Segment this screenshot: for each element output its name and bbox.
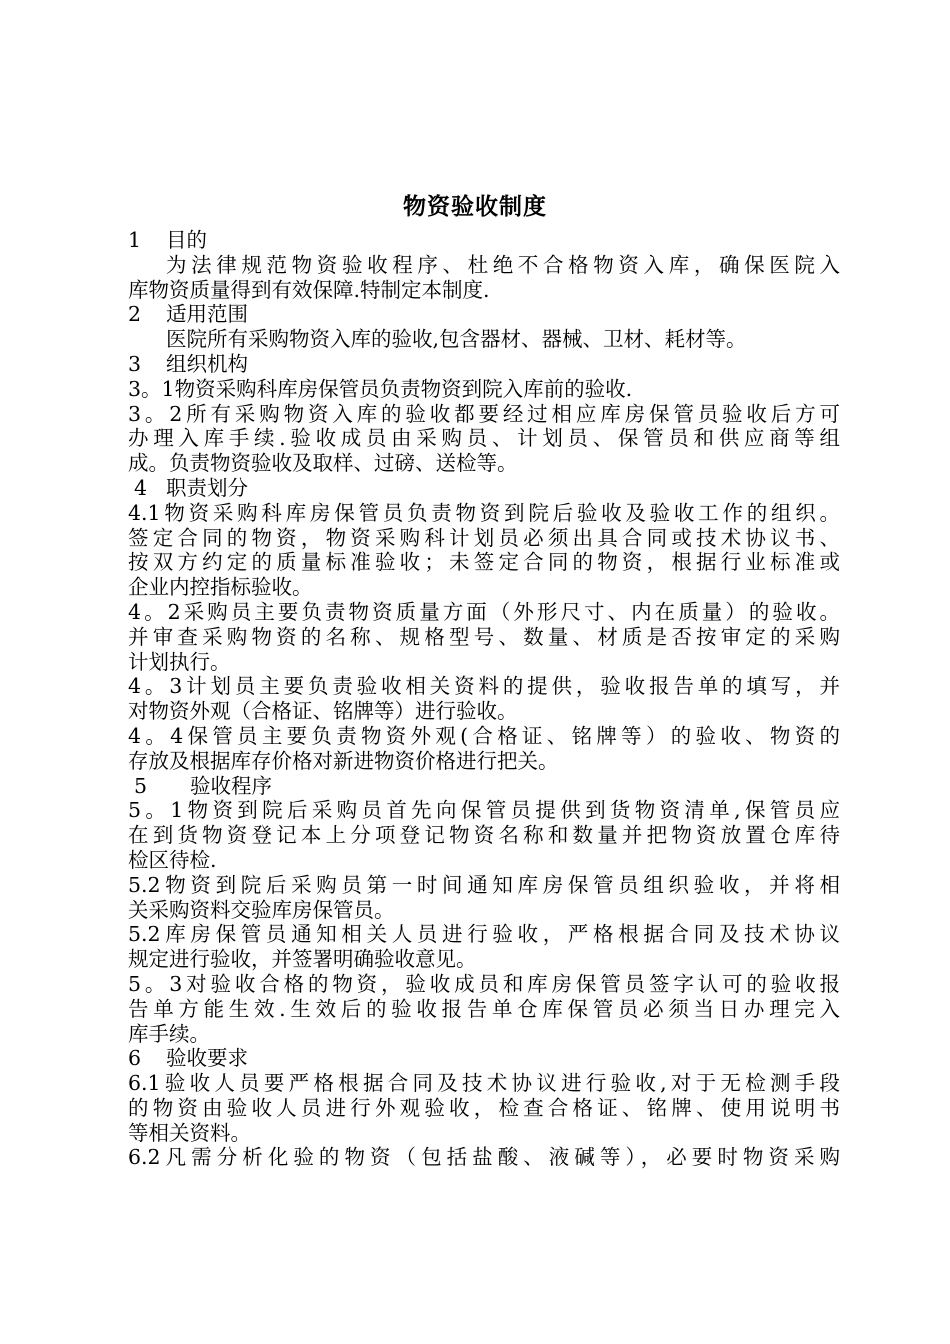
paragraph-line: 医院所有采购物资入库的验收,包含器材、器械、卫材、耗材等。 — [166, 327, 747, 352]
section-heading-6: 6 验收要求 — [128, 1046, 248, 1071]
paragraph-line: 签定合同的物资，物资采购科计划员必须出具合同或技术协议书、 — [128, 525, 840, 550]
paragraph-line: 5.2库房保管员通知相关人员进行验收，严格根据合同及技术协议 — [128, 922, 840, 947]
paragraph-line: 库手续。 — [128, 1021, 210, 1046]
paragraph-line: 6.2凡需分析化验的物资（包括盐酸、液碱等），必要时物资采购 — [128, 1145, 840, 1170]
paragraph-line: 告单方能生效.生效后的验收报告单仓库保管员必须当日办理完入 — [128, 996, 840, 1021]
document-title: 物资验收制度 — [403, 193, 547, 220]
paragraph-line: 检区待检. — [128, 847, 217, 872]
paragraph-line: 办理入库手续.验收成员由采购员、计划员、保管员和供应商等组 — [128, 426, 840, 451]
paragraph-line: 6.1验收人员要严格根据合同及技术协议进行验收,对于无检测手段 — [128, 1071, 840, 1096]
paragraph-line: 5。3对验收合格的物资，验收成员和库房保管员签字认可的验收报 — [128, 971, 840, 996]
paragraph-line: 4.1物资采购科库房保管员负责物资到院后验收及验收工作的组织。 — [128, 500, 840, 525]
paragraph-line: 计划执行。 — [128, 649, 231, 674]
paragraph-line: 等相关资料。 — [128, 1120, 251, 1145]
paragraph-line: 5。1物资到院后采购员首先向保管员提供到货物资清单,保管员应 — [128, 798, 840, 823]
paragraph-line: 存放及根据库存价格对新进物资价格进行把关。 — [128, 748, 559, 773]
paragraph-line: 库物资质量得到有效保障.特制定本制度. — [128, 277, 490, 302]
section-heading-4: 4 职责划分 — [134, 475, 248, 500]
section-heading-5: 5 验收程序 — [134, 773, 272, 798]
paragraph-line: 并审查采购物资的名称、规格型号、数量、材质是否按审定的采购 — [128, 624, 840, 649]
paragraph-line: 对物资外观（合格证、铭牌等）进行验收。 — [128, 699, 518, 724]
section-heading-3: 3 组织机构 — [128, 351, 248, 376]
paragraph-line: 3。2所有采购物资入库的验收都要经过相应库房保管员验收后方可 — [128, 401, 840, 426]
paragraph-line: 成。负责物资验收及取样、过磅、送检等。 — [128, 451, 518, 476]
paragraph-line: 3。1物资采购科库房保管员负责物资到院入库前的验收. — [128, 376, 633, 401]
paragraph-line: 规定进行验收，并签署明确验收意见。 — [128, 947, 477, 972]
section-heading-1: 1 目的 — [128, 228, 207, 252]
paragraph-line: 关采购资料交验库房保管员。 — [128, 897, 395, 922]
paragraph-line: 按双方约定的质量标准验收；未签定合同的物资，根据行业标准或 — [128, 550, 840, 575]
paragraph-line: 企业内控指标验收。 — [128, 575, 313, 600]
paragraph-line: 的物资由验收人员进行外观验收，检查合格证、铭牌、使用说明书 — [128, 1095, 840, 1120]
paragraph-line: 在到货物资登记本上分项登记物资名称和数量并把物资放置仓库待 — [128, 823, 840, 848]
section-heading-2: 2 适用范围 — [128, 302, 248, 327]
paragraph-line: 4。4保管员主要负责物资外观(合格证、铭牌等）的验收、物资的 — [128, 723, 840, 748]
paragraph-line: 4。3计划员主要负责验收相关资料的提供，验收报告单的填写，并 — [128, 674, 840, 699]
document-body — [128, 228, 840, 1170]
paragraph-line: 4。2采购员主要负责物资质量方面（外形尺寸、内在质量）的验收。 — [128, 599, 840, 624]
paragraph-line: 5.2物资到院后采购员第一时间通知库房保管员组织验收，并将相 — [128, 872, 840, 897]
paragraph-line: 为法律规范物资验收程序、杜绝不合格物资入库，确保医院入 — [166, 252, 840, 277]
